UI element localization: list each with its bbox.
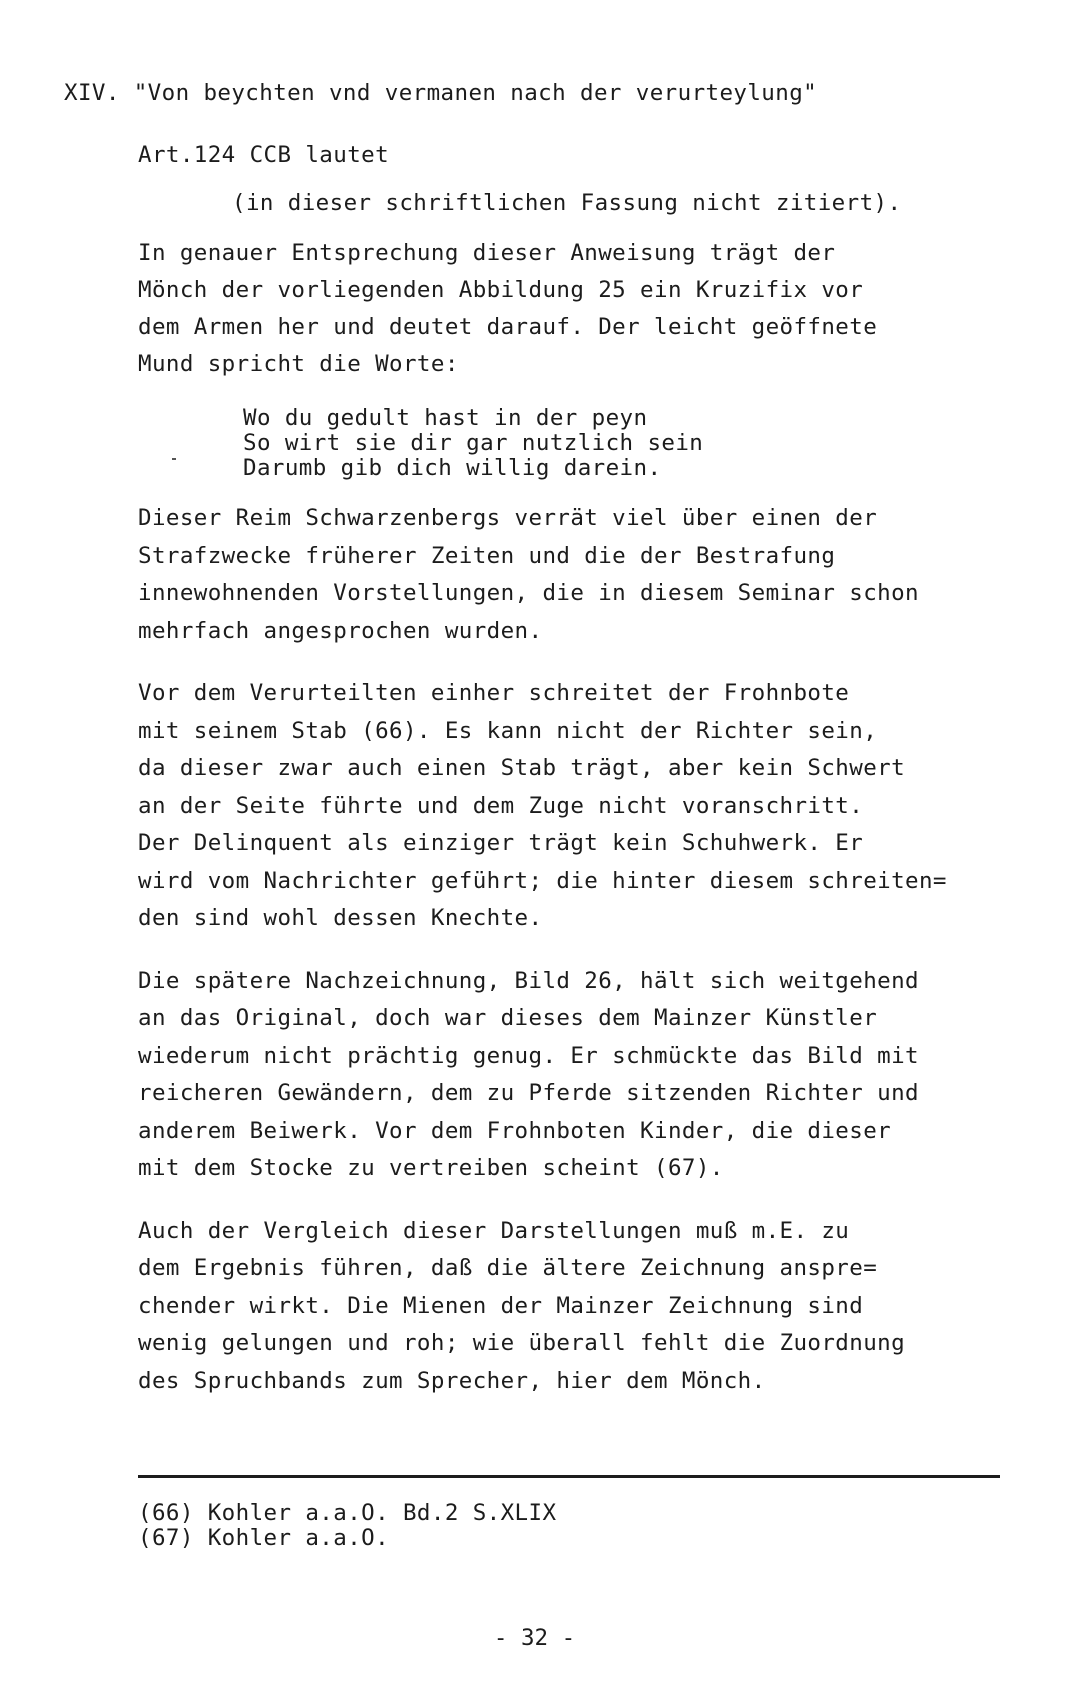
stray-mark [172, 458, 176, 460]
paragraph-5-line-3: chender wirkt. Die Mienen der Mainzer Zeichnung sind [138, 1293, 864, 1319]
paragraph-1-line-3: dem Armen her und deutet darauf. Der leicht geöffnete [138, 314, 878, 340]
paragraph-3-line-5: Der Delinquent als einziger trägt kein Schuhwerk. Er [138, 830, 864, 856]
verse-line-2: So wirt sie dir gar nutzlich sein [243, 430, 704, 456]
paragraph-3-line-2: mit seinem Stab (66). Es kann nicht der Richter sein, [138, 718, 878, 744]
paragraph-4-line-1: Die spätere Nachzeichnung, Bild 26, hält sich weitgehend [138, 968, 919, 994]
paragraph-4-line-2: an das Original, doch war dieses dem Mainzer Künstler [138, 1005, 878, 1031]
paragraph-4-line-3: wiederum nicht prächtig genug. Er schmückte das Bild mit [138, 1043, 919, 1069]
paragraph-3-line-7: den sind wohl dessen Knechte. [138, 905, 543, 931]
paragraph-3-line-4: an der Seite führte und dem Zuge nicht voranschritt. [138, 793, 864, 819]
paragraph-5-line-1: Auch der Vergleich dieser Darstellungen muß m.E. zu [138, 1218, 850, 1244]
paragraph-3-line-1: Vor dem Verurteilten einher schreitet der Frohnbote [138, 680, 850, 706]
paragraph-3-line-3: da dieser zwar auch einen Stab trägt, aber kein Schwert [138, 755, 906, 781]
verse-line-3: Darumb gib dich willig darein. [243, 455, 662, 481]
article-note: (in dieser schriftlichen Fassung nicht zitiert). [232, 190, 902, 216]
footnote-divider [138, 1475, 1000, 1478]
paragraph-1-line-2: Mönch der vorliegenden Abbildung 25 ein Kruzifix vor [138, 277, 864, 303]
verse-line-1: Wo du gedult hast in der peyn [243, 405, 648, 431]
paragraph-5-line-2: dem Ergebnis führen, daß die ältere Zeichnung anspre= [138, 1255, 878, 1281]
paragraph-2-line-2: Strafzwecke früherer Zeiten und die der Bestrafung [138, 543, 836, 569]
paragraph-5-line-5: des Spruchbands zum Sprecher, hier dem Mönch. [138, 1368, 766, 1394]
page-number: - 32 - [493, 1625, 576, 1651]
paragraph-4-line-4: reicheren Gewändern, dem zu Pferde sitzenden Richter und [138, 1080, 919, 1106]
paragraph-2-line-3: innewohnenden Vorstellungen, die in diesem Seminar schon [138, 580, 919, 606]
paragraph-4-line-6: mit dem Stocke zu vertreiben scheint (67). [138, 1155, 724, 1181]
paragraph-4-line-5: anderem Beiwerk. Vor dem Frohnboten Kinder, die dieser [138, 1118, 892, 1144]
paragraph-1-line-1: In genauer Entsprechung dieser Anweisung trägt der [138, 240, 836, 266]
paragraph-5-line-4: wenig gelungen und roh; wie überall fehlt die Zuordnung [138, 1330, 906, 1356]
footnote-67: (67) Kohler a.a.O. [138, 1525, 390, 1551]
paragraph-3-line-6: wird vom Nachrichter geführt; die hinter diesem schreiten= [138, 868, 947, 894]
article-reference: Art.124 CCB lautet [138, 142, 390, 168]
paragraph-2-line-4: mehrfach angesprochen wurden. [138, 618, 543, 644]
section-heading: XIV. "Von beychten vnd vermanen nach der verurteylung" [64, 80, 818, 106]
footnote-66: (66) Kohler a.a.O. Bd.2 S.XLIX [138, 1500, 557, 1526]
paragraph-2-line-1: Dieser Reim Schwarzenbergs verrät viel über einen der [138, 505, 878, 531]
paragraph-1-line-4: Mund spricht die Worte: [138, 351, 459, 377]
